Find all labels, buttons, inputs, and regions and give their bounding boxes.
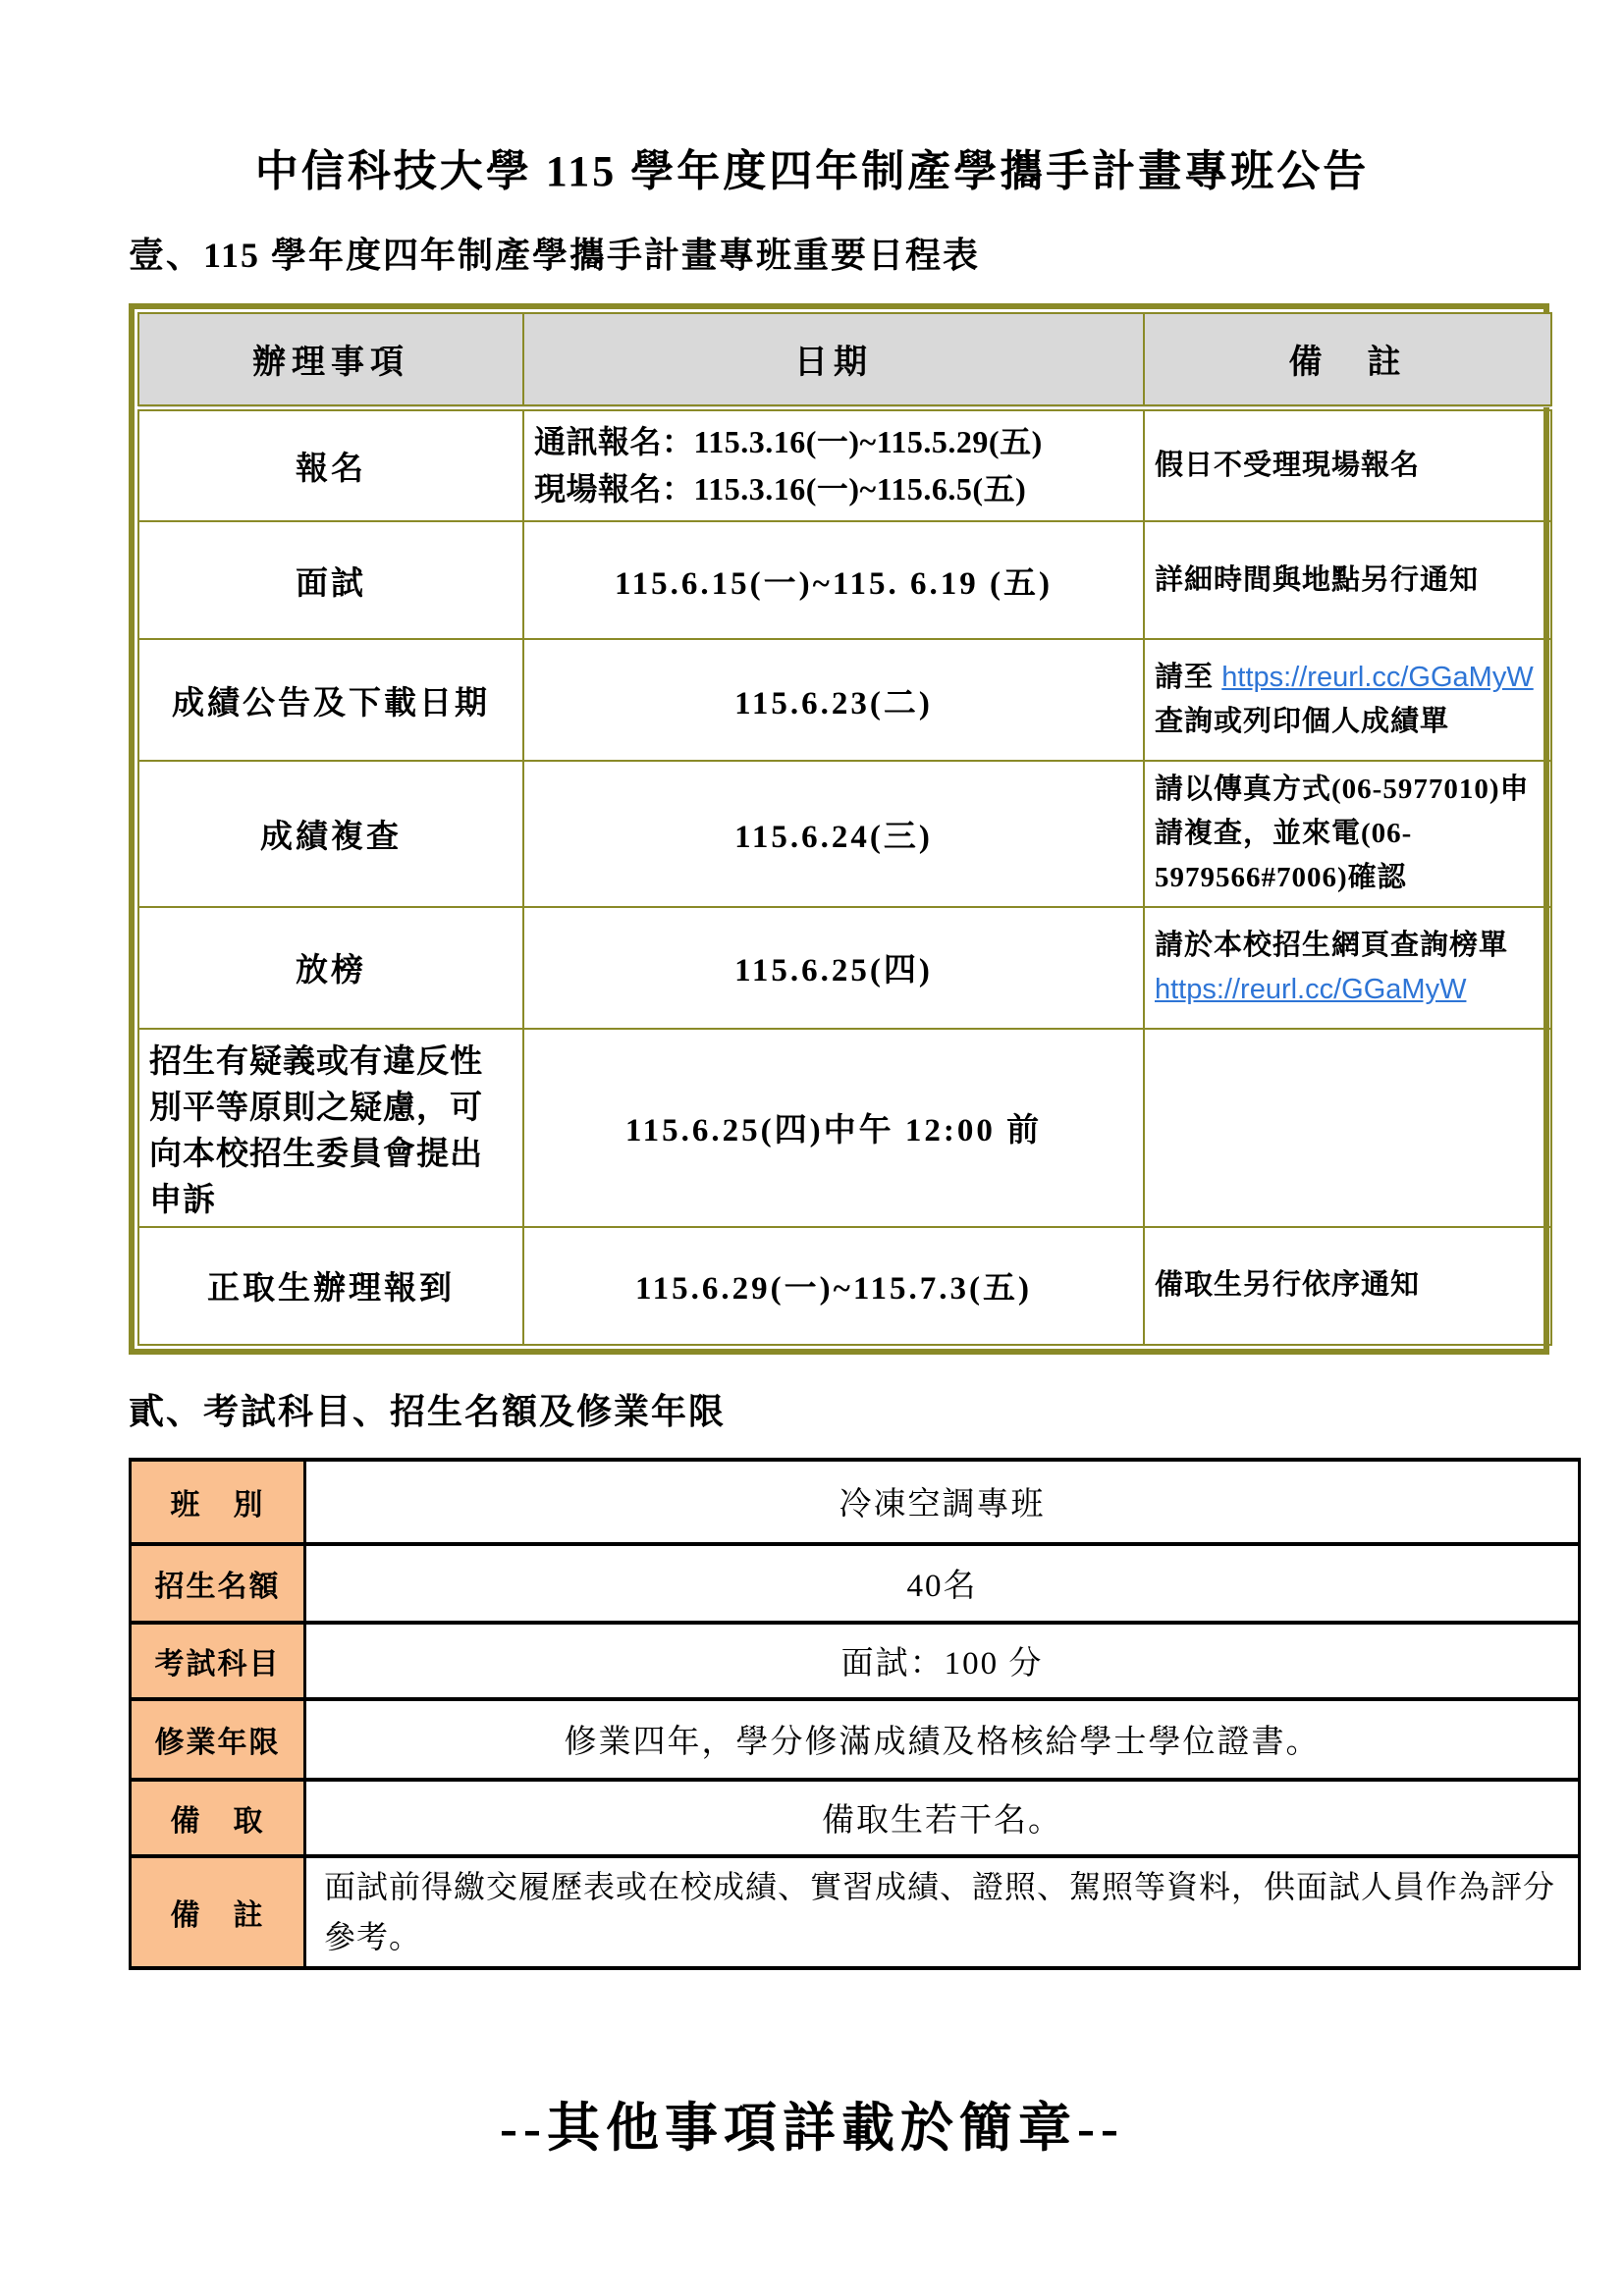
schedule-date: 115.6.25(四) — [523, 907, 1144, 1029]
exam-row-label: 備 註 — [131, 1856, 305, 1968]
schedule-note: 詳細時間與地點另行通知 — [1144, 521, 1551, 639]
table-row — [138, 521, 1551, 639]
schedule-note: 假日不受理現場報名 — [1144, 407, 1551, 521]
schedule-date: 115.6.15(一)~115. 6.19 (五) — [523, 521, 1144, 639]
table-row — [131, 1460, 1580, 1544]
exam-info-table — [129, 1458, 1581, 1970]
table-row — [131, 1856, 1580, 1968]
col-header-note: 備 註 — [1144, 313, 1551, 407]
schedule-item: 放榜 — [138, 907, 523, 1029]
table-row — [138, 407, 1551, 521]
table-row — [138, 639, 1551, 761]
table-row — [131, 1623, 1580, 1699]
schedule-note — [1144, 907, 1551, 1029]
schedule-item: 成績公告及下載日期 — [138, 639, 523, 761]
admission-list-link[interactable]: https://reurl.cc/GGaMyW — [1155, 973, 1467, 1005]
schedule-date — [523, 407, 1144, 521]
table-row — [138, 907, 1551, 1029]
col-header-item: 辦理事項 — [138, 313, 523, 407]
schedule-note: 請以傳真方式(06-5977010)申請複查，並來電(06-5979566#7006)確認 — [1144, 761, 1551, 907]
schedule-item: 報名 — [138, 407, 523, 521]
exam-row-label: 招生名額 — [131, 1544, 305, 1623]
schedule-header-row — [138, 313, 1551, 407]
schedule-note — [1144, 639, 1551, 761]
schedule-item: 成績複查 — [138, 761, 523, 907]
schedule-table-border — [129, 303, 1549, 1355]
schedule-note — [1144, 1029, 1551, 1227]
exam-row-value: 面試前得繳交履歷表或在校成績、實習成績、證照、駕照等資料，供面試人員作為評分參考。 — [305, 1856, 1580, 1968]
table-row — [131, 1699, 1580, 1780]
exam-row-value: 冷凍空調專班 — [305, 1460, 1580, 1544]
footer-note: --其他事項詳載於簡章-- — [500, 2099, 1124, 2159]
exam-row-label: 班 別 — [131, 1460, 305, 1544]
exam-row-value: 面試：100 分 — [305, 1623, 1580, 1699]
schedule-date: 115.6.23(二) — [523, 639, 1144, 761]
schedule-item: 正取生辦理報到 — [138, 1227, 523, 1345]
schedule-table — [137, 312, 1552, 1346]
col-header-date: 日期 — [523, 313, 1144, 407]
section2-heading: 貳、考試科目、招生名額及修業年限 — [129, 1391, 727, 1431]
note-text: 請於本校招生網頁查詢榜單 — [1155, 929, 1509, 961]
schedule-date: 115.6.24(三) — [523, 761, 1144, 907]
table-row — [138, 1029, 1551, 1227]
exam-row-label: 修業年限 — [131, 1699, 305, 1780]
exam-row-label: 備 取 — [131, 1780, 305, 1856]
schedule-date: 115.6.25(四)中午 12:00 前 — [523, 1029, 1144, 1227]
date-line: 通訊報名：115.3.16(一)~115.5.29(五) — [534, 424, 1043, 460]
section1-heading: 壹、115 學年度四年制產學攜手計畫專班重要日程表 — [129, 236, 981, 275]
note-text: 請至 — [1155, 662, 1222, 694]
table-row — [131, 1780, 1580, 1856]
exam-row-value: 40名 — [305, 1544, 1580, 1623]
schedule-note: 備取生另行依序通知 — [1144, 1227, 1551, 1345]
table-row — [138, 761, 1551, 907]
page-title: 中信科技大學 115 學年度四年制產學攜手計畫專班公告 — [254, 147, 1370, 195]
exam-row-value: 修業四年，學分修滿成績及格核給學士學位證書。 — [305, 1699, 1580, 1780]
score-report-link[interactable]: https://reurl.cc/GGaMyW — [1221, 662, 1534, 694]
table-row — [131, 1544, 1580, 1623]
date-line: 現場報名：115.3.16(一)~115.6.5(五) — [534, 471, 1027, 507]
exam-row-value: 備取生若干名。 — [305, 1780, 1580, 1856]
table-row — [138, 1227, 1551, 1345]
note-text: 查詢或列印個人成績單 — [1155, 706, 1450, 737]
schedule-date: 115.6.29(一)~115.7.3(五) — [523, 1227, 1144, 1345]
exam-row-label: 考試科目 — [131, 1623, 305, 1699]
schedule-item: 面試 — [138, 521, 523, 639]
schedule-item: 招生有疑義或有違反性別平等原則之疑慮，可向本校招生委員會提出申訴 — [138, 1029, 523, 1227]
